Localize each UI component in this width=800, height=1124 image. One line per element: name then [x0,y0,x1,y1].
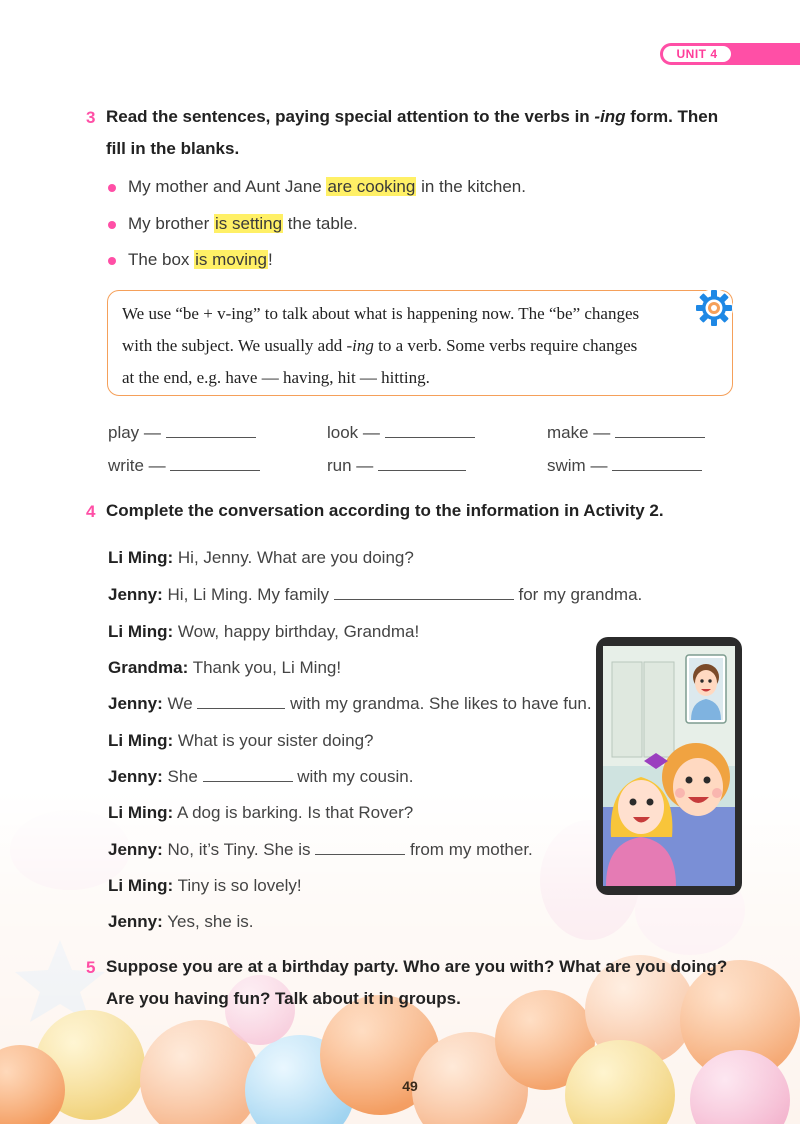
dialogue-text: Hi, Jenny. What are you doing? [177,548,414,567]
answer-blank[interactable] [334,585,514,600]
speaker-name: Grandma: [108,658,189,677]
activity-5-number: 5 [86,958,96,977]
note-line: to a verb. Some verbs require changes [373,336,638,355]
activity-4-title: Complete the conversation according to the information in Activity 2. [106,501,664,520]
dialogue-text: Wow, happy birthday, Grandma! [177,622,420,641]
answer-blank[interactable] [170,456,260,471]
grammar-note-text [122,298,702,394]
dialogue-line [108,619,419,645]
fill-word: play — [108,423,161,442]
highlighted-verb: is setting [214,214,283,233]
dialogue-text: from my mother. [405,840,533,859]
dialogue-line [108,545,414,571]
answer-blank[interactable] [385,423,475,438]
dialogue-line [108,837,533,863]
dialogue-text: Tiny is so lovely! [177,876,302,895]
dialogue-text: for my grandma. [513,585,643,604]
dialogue-text: Hi, Li Ming. My family [167,585,334,604]
activity-3-title [106,101,736,165]
dialogue-text: What is your sister doing? [177,731,374,750]
sentence-text: My brother [128,214,214,233]
highlighted-verb: is moving [195,250,267,269]
bullet-icon [108,257,116,265]
answer-blank[interactable] [612,456,702,471]
activity-3-title-line2: fill in the blanks. [106,139,240,158]
fill-word: write — [108,456,166,475]
fill-item [327,456,466,476]
activity-5-prompt [106,951,756,1015]
dialogue-line [108,873,302,899]
activity-3-title-part: Read the sentences, paying special attention to the verbs in [106,107,595,126]
speaker-name: Jenny: [108,694,163,713]
fill-word: look — [327,423,380,442]
dialogue-text: We [167,694,198,713]
dialogue-text: Thank you, Li Ming! [192,658,342,677]
answer-blank[interactable] [615,423,705,438]
fill-item [547,423,705,443]
speaker-name: Jenny: [108,912,163,931]
sentence-text: The box [128,250,195,269]
speaker-name: Li Ming: [108,731,174,750]
answer-blank[interactable] [166,423,256,438]
dialogue-text: with my cousin. [292,767,414,786]
sentence-text: the table. [283,214,358,233]
speaker-name: Jenny: [108,585,163,604]
answer-blank[interactable] [203,767,293,782]
highlighted-verb: are cooking [327,177,416,196]
speaker-name: Jenny: [108,767,163,786]
dialogue-text: No, it’s Tiny. She is [167,840,316,859]
activity-5-line: Are you having fun? Talk about it in groups. [106,989,461,1008]
sentence-text: My mother and Aunt Jane [128,177,327,196]
example-sentence [108,247,273,273]
speaker-name: Li Ming: [108,622,174,641]
sentence-text: ! [267,250,273,269]
speaker-name: Li Ming: [108,876,174,895]
dialogue-line [108,691,592,717]
activity-4-number: 4 [86,502,96,521]
activity-3-title-part: form. Then [625,107,719,126]
grammar-note-box [107,290,733,396]
activity-3-number: 3 [86,108,96,127]
fill-word: swim — [547,456,608,475]
dialogue-line [108,655,341,681]
bullet-icon [108,184,116,192]
speaker-name: Jenny: [108,840,163,859]
dialogue-line [108,800,413,826]
fill-item [547,456,702,476]
dialogue-line [108,582,642,608]
fill-item [327,423,475,443]
fill-word: make — [547,423,611,442]
unit-tab [660,43,800,65]
activity-3-title-ing: -ing [594,107,626,126]
note-line: with the subject. We usually add [122,336,347,355]
dialogue-text: Yes, she is. [167,912,254,931]
fill-item [108,456,260,476]
dialogue-line [108,764,413,790]
unit-label: UNIT 4 [663,46,731,62]
bullet-icon [108,221,116,229]
answer-blank[interactable] [315,840,405,855]
gear-icon [694,288,734,328]
dialogue-text: A dog is barking. Is that Rover? [176,803,414,822]
note-line: We use “be + v-ing” to talk about what is happening now. The “be” changes [122,304,640,323]
note-line: at the end, e.g. have — having, hit — hitting. [122,368,430,387]
note-ing: -ing [346,336,374,355]
speaker-name: Li Ming: [108,803,174,822]
dialogue-text: with my grandma. She likes to have fun. [285,694,592,713]
example-sentence [108,174,526,200]
activity-5-line: Suppose you are at a birthday party. Who are you with? What are you doing? [106,957,728,976]
dialogue-text: She [167,767,203,786]
tablet-video-call-illustration [596,637,742,895]
page-number: 49 [402,1078,418,1094]
sentence-text: in the kitchen. [416,177,526,196]
fill-item [108,423,256,443]
answer-blank[interactable] [378,456,466,471]
dialogue-line [108,728,373,754]
fill-word: run — [327,456,374,475]
example-sentence [108,211,358,237]
dialogue-line [108,909,254,935]
speaker-name: Li Ming: [108,548,174,567]
answer-blank[interactable] [197,694,285,709]
